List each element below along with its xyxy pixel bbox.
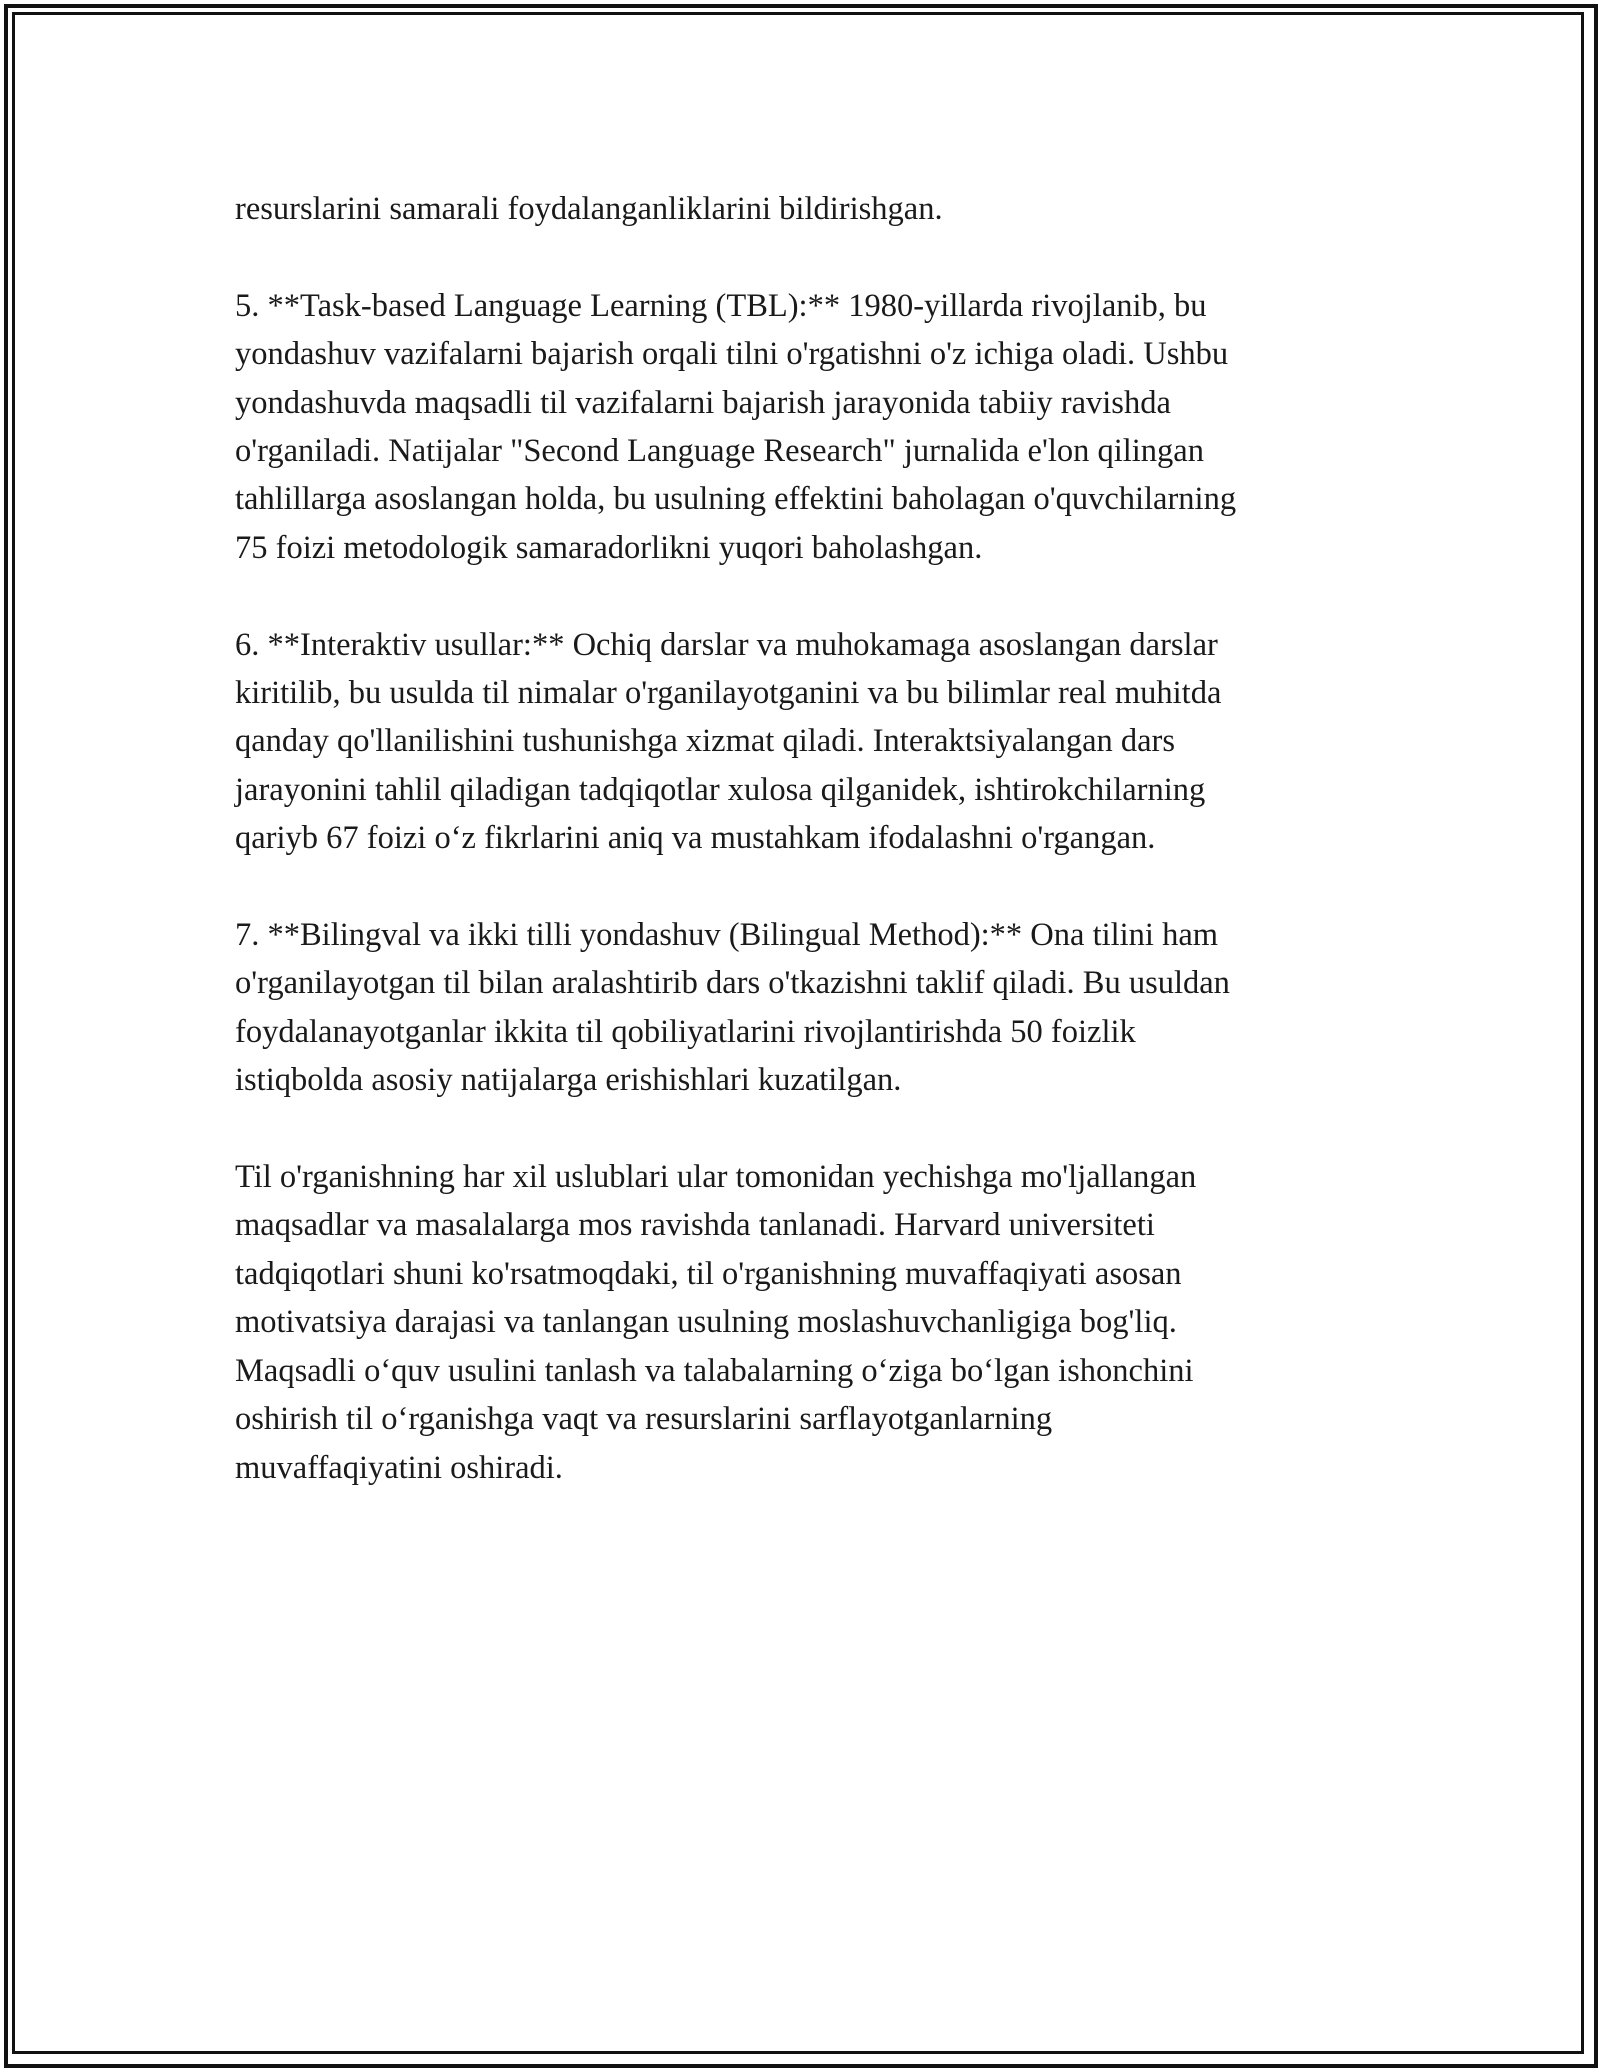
paragraph-item-7-bilingual: 7. **Bilingval va ikki tilli yondashuv (Bilingual Method):** Ona tilini ham o'rganilayotgan til bilan aralashtirib dars o'tkazishni taklif qiladi. Bu usuldan foydalanayotganlar ikkita til qobiliyatlarini rivojlantirishda 50 foizlik istiqbolda asosiy natijalarga erishishlari kuzatilgan.: [235, 917, 1230, 1099]
paragraph-item-5-tbl: 5. **Task-based Language Learning (TBL):** 1980-yillarda rivojlanib, bu yondashuv vazifalarni bajarish orqali tilni o'rgatishni o'z ichiga oladi. Ushbu yondashuvda maqsadli til vazifalarni bajarish jarayonida tabiiy ravishda o'rganiladi. Natijalar "Second Language Research" jurnalida e'lon qilingan tahlillarga asoslangan holda, bu usulning effektini baholagan o'quvchilarning 75 foizi metodologik samaradorlikni yuqori baholashgan.: [235, 287, 1237, 566]
paragraph-continuation: resurslarini samarali foydalanganliklarini bildirishgan.: [235, 191, 943, 227]
paragraph-conclusion: Til o'rganishning har xil uslublari ular tomonidan yechishga mo'ljallangan maqsadlar va masalalarga mos ravishda tanlanadi. Harvard universiteti tadqiqotlari shuni ko'rsatmoqdaki, til o'rganishning muvaffaqiyati asosan motivatsiya darajasi va tanlangan usulning moslashuvchanligiga bog'liq. Maqsadli o‘quv usulini tanlash va talabalarning o‘ziga bo‘lgan ishonchini oshirish til o‘rganishga vaqt va resurslarini sarflayotganlarning muvaffaqiyatini oshiradi.: [235, 1159, 1197, 1486]
paragraph-item-6-interactive: 6. **Interaktiv usullar:** Ochiq darslar va muhokamaga asoslangan darslar kiritilib, bu usulda til nimalar o'rganilayotganini va bu bilimlar real muhitda qanday qo'llanilishini tushunishga xizmat qiladi. Interaktsiyalangan dars jarayonini tahlil qiladigan tadqiqotlar xulosa qilganidek, ishtirokchilarning qariyb 67 foizi o‘z fikrlarini aniq va mustahkam ifodalashni o'rgangan.: [235, 626, 1222, 857]
document-body: [235, 185, 1385, 1540]
